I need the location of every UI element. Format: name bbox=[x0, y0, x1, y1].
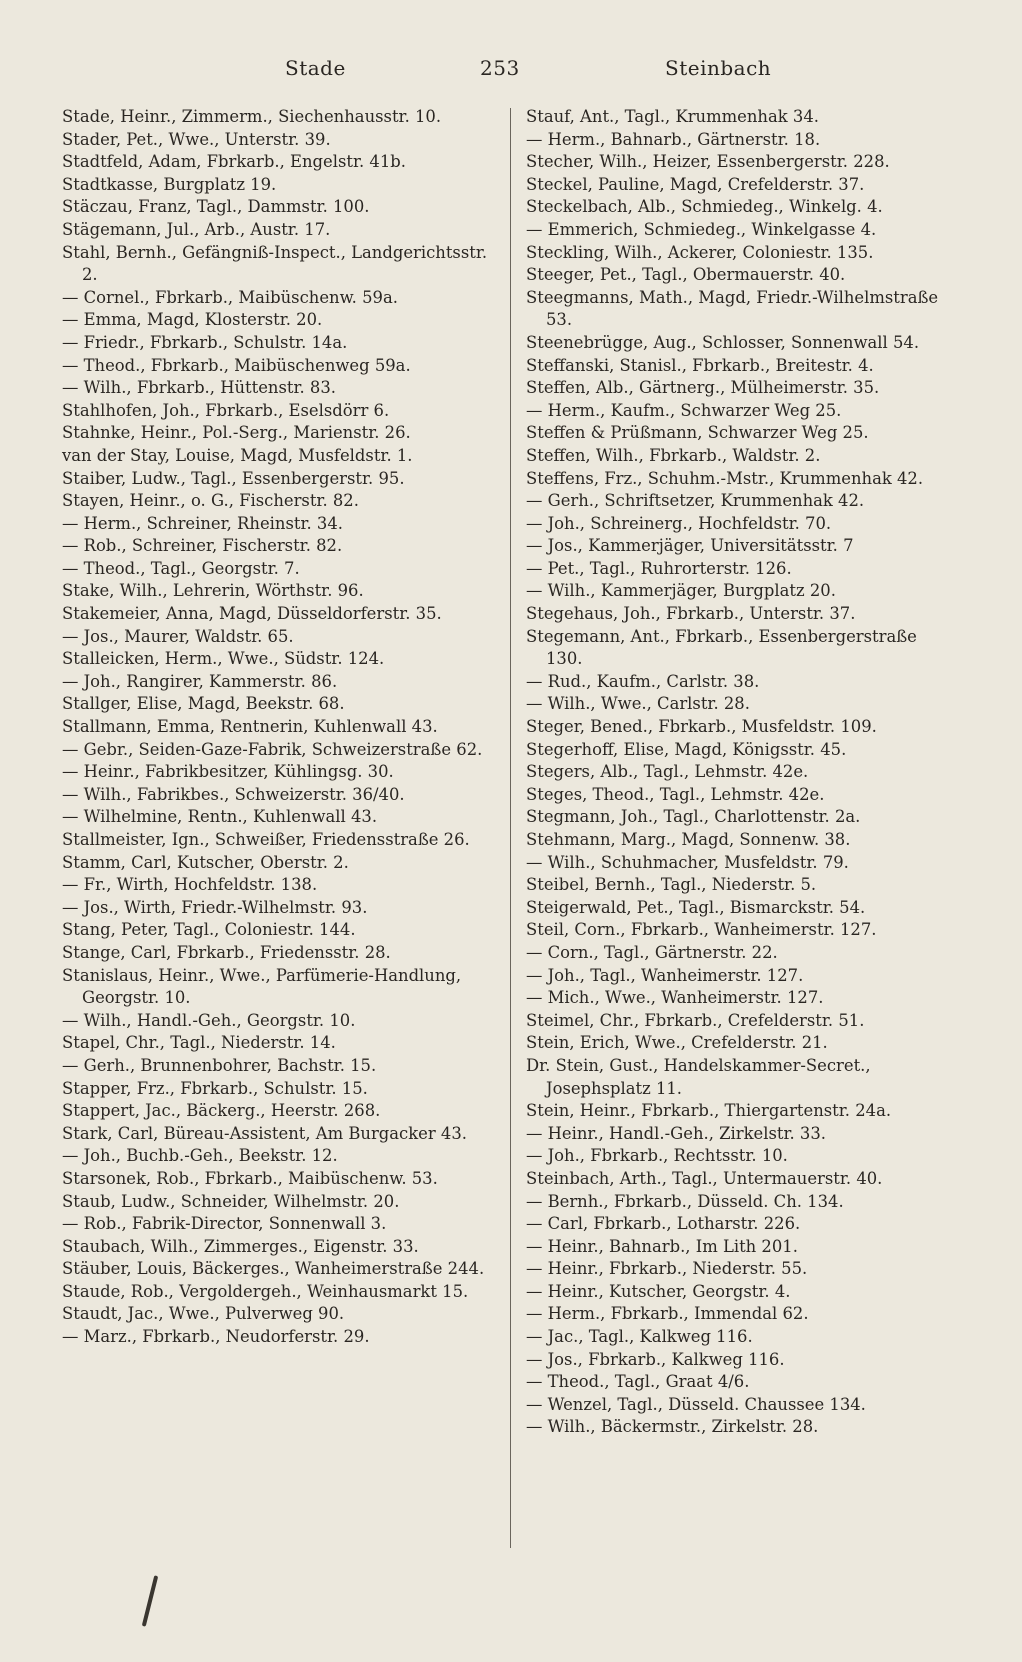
page-header bbox=[60, 56, 960, 96]
directory-entry: — Wilh., Bäckermstr., Zirkelstr. 28. bbox=[526, 1417, 819, 1437]
pencil-mark bbox=[142, 1575, 158, 1626]
directory-entry: Steinbach, Arth., Tagl., Untermauerstr. 40. bbox=[526, 1168, 883, 1188]
directory-entry: van der Stay, Louise, Magd, Musfeldstr. 1. bbox=[62, 445, 413, 465]
directory-entry: Stahlhofen, Joh., Fbrkarb., Eselsdörr 6. bbox=[62, 400, 390, 420]
directory-entry: Stalleicken, Herm., Wwe., Südstr. 124. bbox=[62, 649, 385, 669]
directory-entry: — Jos., Maurer, Waldstr. 65. bbox=[62, 626, 294, 646]
directory-entry: Steibel, Bernh., Tagl., Niederstr. 5. bbox=[526, 875, 817, 895]
directory-entry: Steenebrügge, Aug., Schlosser, Sonnenwall 54. bbox=[526, 332, 920, 352]
directory-entry: Steegmanns, Math., Magd, Friedr.-Wilhelmstraße 53. bbox=[526, 287, 939, 330]
directory-entry: Stamm, Carl, Kutscher, Oberstr. 2. bbox=[62, 852, 349, 872]
directory-entry: Stapper, Frz., Fbrkarb., Schulstr. 15. bbox=[62, 1078, 368, 1098]
directory-entry: — Gerh., Brunnenbohrer, Bachstr. 15. bbox=[62, 1055, 377, 1075]
directory-entry: Stegemann, Ant., Fbrkarb., Essenbergerstraße 130. bbox=[526, 626, 917, 669]
directory-entry: Staiber, Ludw., Tagl., Essenbergerstr. 95. bbox=[62, 468, 405, 488]
directory-entry: Starsonek, Rob., Fbrkarb., Maibüschenw. 53. bbox=[62, 1168, 438, 1188]
page-number: 253 bbox=[480, 56, 520, 80]
directory-entry: Staub, Ludw., Schneider, Wilhelmstr. 20. bbox=[62, 1191, 400, 1211]
directory-entry: Staubach, Wilh., Zimmerges., Eigenstr. 33. bbox=[62, 1236, 419, 1256]
directory-entry: — Wilh., Kammerjäger, Burgplatz 20. bbox=[526, 581, 836, 601]
directory-entry: — Jos., Kammerjäger, Universitätsstr. 7 bbox=[526, 536, 854, 556]
directory-entry: Staudt, Jac., Wwe., Pulverweg 90. bbox=[62, 1304, 345, 1324]
directory-entry: Stäczau, Franz, Tagl., Dammstr. 100. bbox=[62, 197, 370, 217]
directory-entry: Stein, Erich, Wwe., Crefelderstr. 21. bbox=[526, 1033, 828, 1053]
directory-entry: — Joh., Tagl., Wanheimerstr. 127. bbox=[526, 965, 804, 985]
directory-entry: — Heinr., Bahnarb., Im Lith 201. bbox=[526, 1236, 798, 1256]
directory-entry: — Wilh., Handl.-Geh., Georgstr. 10. bbox=[62, 1010, 356, 1030]
directory-entry: — Herm., Kaufm., Schwarzer Weg 25. bbox=[526, 400, 842, 420]
directory-entry: — Carl, Fbrkarb., Lotharstr. 226. bbox=[526, 1214, 801, 1234]
directory-entry: — Jos., Wirth, Friedr.-Wilhelmstr. 93. bbox=[62, 897, 368, 917]
directory-entry: Stallmann, Emma, Rentnerin, Kuhlenwall 43. bbox=[62, 717, 438, 737]
directory-entry: — Theod., Fbrkarb., Maibüschenweg 59a. bbox=[62, 355, 411, 375]
directory-entry: — Mich., Wwe., Wanheimerstr. 127. bbox=[526, 988, 824, 1008]
directory-entry: — Wilhelmine, Rentn., Kuhlenwall 43. bbox=[62, 807, 378, 827]
directory-entry: Stallmeister, Ign., Schweißer, Friedensstraße 26. bbox=[62, 830, 470, 849]
directory-entry: — Marz., Fbrkarb., Neudorferstr. 29. bbox=[62, 1327, 370, 1347]
directory-entry: Dr. Stein, Gust., Handelskammer-Secret., Josephsplatz 11. bbox=[526, 1055, 871, 1098]
directory-entry: Stadtkasse, Burgplatz 19. bbox=[62, 174, 277, 194]
directory-entry: Steil, Corn., Fbrkarb., Wanheimerstr. 127. bbox=[526, 920, 877, 940]
directory-entry: Stader, Pet., Wwe., Unterstr. 39. bbox=[62, 129, 331, 149]
directory-entry: Steeger, Pet., Tagl., Obermauerstr. 40. bbox=[526, 265, 846, 285]
directory-entry: Stallger, Elise, Magd, Beekstr. 68. bbox=[62, 694, 345, 714]
directory-entry: — Emma, Magd, Klosterstr. 20. bbox=[62, 310, 323, 330]
directory-entry: Stahl, Bernh., Gefängniß-Inspect., Landgerichtsstr. 2. bbox=[62, 242, 488, 285]
directory-entry: — Heinr., Handl.-Geh., Zirkelstr. 33. bbox=[526, 1123, 826, 1143]
directory-entry: — Herm., Schreiner, Rheinstr. 34. bbox=[62, 513, 343, 533]
directory-entry: Stahnke, Heinr., Pol.-Serg., Marienstr. 26. bbox=[62, 423, 411, 443]
directory-entry: Stake, Wilh., Lehrerin, Wörthstr. 96. bbox=[62, 581, 364, 601]
left-column bbox=[62, 106, 502, 1349]
directory-entry: Stäuber, Louis, Bäckerges., Wanheimerstraße 244. bbox=[62, 1259, 485, 1279]
directory-entry: — Rud., Kaufm., Carlstr. 38. bbox=[526, 671, 760, 691]
directory-entry: Stakemeier, Anna, Magd, Düsseldorferstr. 35. bbox=[62, 604, 442, 624]
header-left-keyword: Stade bbox=[285, 56, 346, 80]
directory-entry: — Wilh., Fabrikbes., Schweizerstr. 36/40. bbox=[62, 784, 405, 804]
directory-entry: Stappert, Jac., Bäckerg., Heerstr. 268. bbox=[62, 1101, 381, 1121]
directory-entry: — Herm., Fbrkarb., Immendal 62. bbox=[526, 1304, 809, 1324]
directory-entry: — Joh., Schreinerg., Hochfeldstr. 70. bbox=[526, 513, 832, 533]
directory-entry: — Heinr., Fabrikbesitzer, Kühlingsg. 30. bbox=[62, 762, 394, 782]
directory-entry: Stadtfeld, Adam, Fbrkarb., Engelstr. 41b. bbox=[62, 152, 406, 172]
directory-entry: — Gerh., Schriftsetzer, Krummenhak 42. bbox=[526, 491, 865, 511]
directory-entry: Steger, Bened., Fbrkarb., Musfeldstr. 109. bbox=[526, 717, 877, 737]
directory-entry: Steffen, Wilh., Fbrkarb., Waldstr. 2. bbox=[526, 445, 821, 465]
right-column bbox=[526, 106, 946, 1439]
directory-entry: Staude, Rob., Vergoldergeh., Weinhausmarkt 15. bbox=[62, 1281, 469, 1301]
directory-entry: — Wilh., Fbrkarb., Hüttenstr. 83. bbox=[62, 378, 336, 398]
directory-entry: Stegers, Alb., Tagl., Lehmstr. 42e. bbox=[526, 762, 809, 782]
directory-entry: — Wilh., Wwe., Carlstr. 28. bbox=[526, 694, 750, 714]
directory-entry: Stegehaus, Joh., Fbrkarb., Unterstr. 37. bbox=[526, 604, 856, 624]
directory-entry: — Gebr., Seiden-Gaze-Fabrik, Schweizerstraße 62. bbox=[62, 739, 483, 759]
directory-entry: Stauf, Ant., Tagl., Krummenhak 34. bbox=[526, 107, 819, 126]
directory-entry: — Heinr., Kutscher, Georgstr. 4. bbox=[526, 1281, 791, 1301]
header-right-keyword: Steinbach bbox=[665, 56, 772, 80]
directory-entry: Stang, Peter, Tagl., Coloniestr. 144. bbox=[62, 920, 356, 940]
column-divider bbox=[510, 108, 511, 1548]
directory-entry: — Jos., Fbrkarb., Kalkweg 116. bbox=[526, 1349, 785, 1369]
directory-entry: Steffens, Frz., Schuhm.-Mstr., Krummenhak 42. bbox=[526, 468, 924, 488]
directory-entry: Steckelbach, Alb., Schmiedeg., Winkelg. 4. bbox=[526, 197, 883, 217]
directory-entry: — Theod., Tagl., Graat 4/6. bbox=[526, 1372, 750, 1392]
directory-entry: Steimel, Chr., Fbrkarb., Crefelderstr. 51. bbox=[526, 1010, 865, 1030]
directory-entry: — Joh., Buchb.-Geh., Beekstr. 12. bbox=[62, 1146, 338, 1166]
directory-entry: Stade, Heinr., Zimmerm., Siechenhausstr. 10. bbox=[62, 107, 442, 126]
directory-entry: — Joh., Rangirer, Kammerstr. 86. bbox=[62, 671, 338, 691]
directory-entry: Stecher, Wilh., Heizer, Essenbergerstr. 228. bbox=[526, 152, 890, 172]
directory-entry: — Theod., Tagl., Georgstr. 7. bbox=[62, 558, 300, 578]
directory-entry: — Corn., Tagl., Gärtnerstr. 22. bbox=[526, 942, 778, 962]
directory-entry: Stange, Carl, Fbrkarb., Friedensstr. 28. bbox=[62, 942, 391, 962]
directory-entry: Steffanski, Stanisl., Fbrkarb., Breitestr. 4. bbox=[526, 355, 874, 375]
directory-entry: Steges, Theod., Tagl., Lehmstr. 42e. bbox=[526, 784, 825, 804]
directory-entry: Stapel, Chr., Tagl., Niederstr. 14. bbox=[62, 1033, 336, 1053]
directory-entry: Stein, Heinr., Fbrkarb., Thiergartenstr. 24a. bbox=[526, 1101, 892, 1121]
directory-entry: Stayen, Heinr., o. G., Fischerstr. 82. bbox=[62, 491, 359, 511]
directory-entry: Stegmann, Joh., Tagl., Charlottenstr. 2a. bbox=[526, 807, 861, 827]
directory-entry: — Wilh., Schuhmacher, Musfeldstr. 79. bbox=[526, 852, 849, 872]
directory-entry: — Rob., Schreiner, Fischerstr. 82. bbox=[62, 536, 343, 556]
directory-entry: Stark, Carl, Büreau-Assistent, Am Burgacker 43. bbox=[62, 1123, 467, 1143]
directory-entry: Steckel, Pauline, Magd, Crefelderstr. 37. bbox=[526, 174, 865, 194]
directory-entry: — Rob., Fabrik-Director, Sonnenwall 3. bbox=[62, 1214, 387, 1234]
directory-entry: Steffen & Prüßmann, Schwarzer Weg 25. bbox=[526, 423, 869, 443]
directory-entry: — Emmerich, Schmiedeg., Winkelgasse 4. bbox=[526, 219, 877, 239]
directory-entry: — Friedr., Fbrkarb., Schulstr. 14a. bbox=[62, 332, 348, 352]
directory-entry: — Jac., Tagl., Kalkweg 116. bbox=[526, 1327, 753, 1347]
directory-entry: Stegerhoff, Elise, Magd, Königsstr. 45. bbox=[526, 739, 847, 759]
directory-entry: Stanislaus, Heinr., Wwe., Parfümerie-Handlung, Georgstr. 10. bbox=[62, 965, 462, 1008]
directory-entry: Steigerwald, Pet., Tagl., Bismarckstr. 54. bbox=[526, 897, 866, 917]
directory-entry: Steffen, Alb., Gärtnerg., Mülheimerstr. 35. bbox=[526, 378, 880, 398]
directory-entry: — Fr., Wirth, Hochfeldstr. 138. bbox=[62, 875, 318, 895]
directory-entry: Stägemann, Jul., Arb., Austr. 17. bbox=[62, 219, 331, 239]
directory-entry: Stehmann, Marg., Magd, Sonnenw. 38. bbox=[526, 830, 851, 849]
directory-entry: — Heinr., Fbrkarb., Niederstr. 55. bbox=[526, 1259, 808, 1279]
directory-entry: — Bernh., Fbrkarb., Düsseld. Ch. 134. bbox=[526, 1191, 844, 1211]
directory-entry: — Cornel., Fbrkarb., Maibüschenw. 59a. bbox=[62, 287, 398, 307]
directory-entry: — Herm., Bahnarb., Gärtnerstr. 18. bbox=[526, 129, 821, 149]
directory-entry: — Pet., Tagl., Ruhrorterstr. 126. bbox=[526, 558, 792, 578]
directory-entry: — Wenzel, Tagl., Düsseld. Chaussee 134. bbox=[526, 1394, 866, 1414]
directory-entry: — Joh., Fbrkarb., Rechtsstr. 10. bbox=[526, 1146, 788, 1166]
directory-entry: Steckling, Wilh., Ackerer, Coloniestr. 135. bbox=[526, 242, 874, 262]
